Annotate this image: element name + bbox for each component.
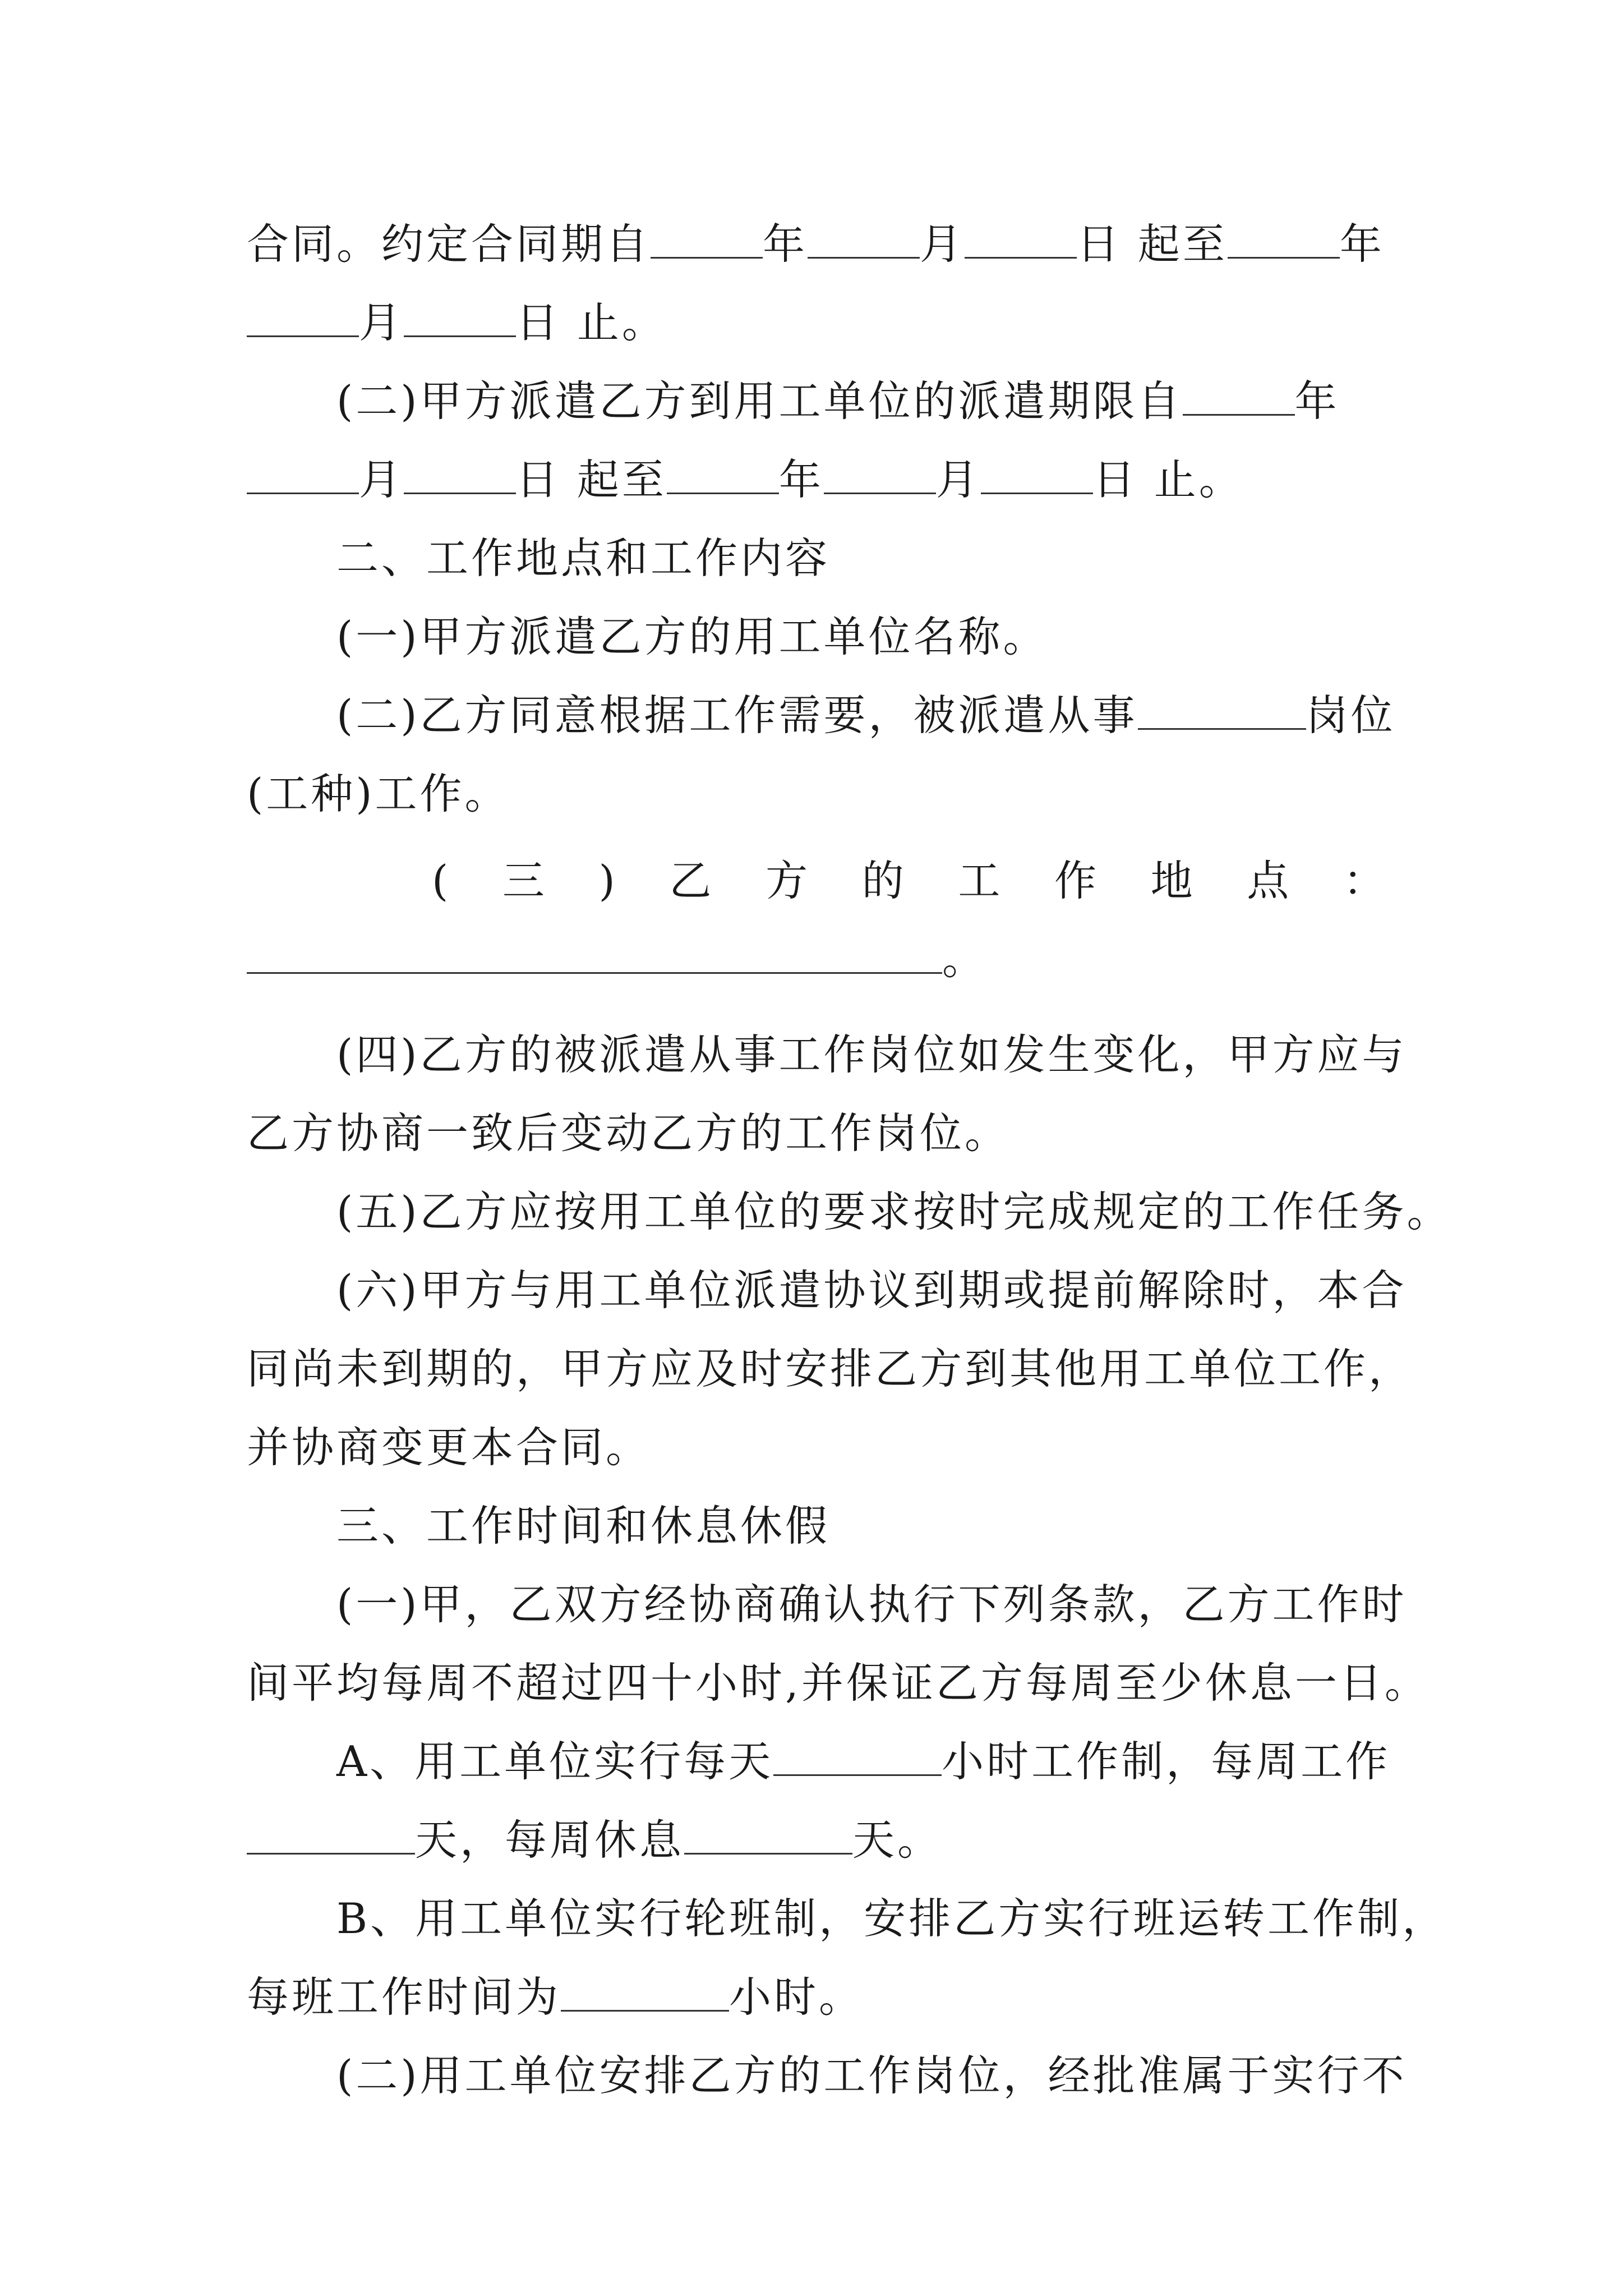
- text-line-7: [336, 676, 1396, 754]
- blank-field: [824, 453, 936, 494]
- text-line-16: 并协商变更本合同。: [247, 1423, 651, 1472]
- text-segment: 年: [763, 219, 808, 269]
- blank-field: [404, 296, 516, 337]
- blank-field: [651, 217, 763, 259]
- text-segment: 日 止。: [516, 298, 667, 347]
- text-line-4: [247, 440, 1385, 519]
- char: 方: [766, 856, 808, 905]
- blank-field: [965, 217, 1077, 259]
- blank-field: [404, 453, 516, 494]
- text-line-14: (六)甲方与用工单位派遣协议到期或提前解除时，本合: [336, 1266, 1407, 1315]
- text-segment: 年: [1294, 376, 1340, 426]
- blank-field: [808, 217, 920, 259]
- text-line-3: [336, 362, 1385, 440]
- text-line-8: (工种)工作。: [247, 769, 510, 818]
- blank-field: [247, 296, 359, 337]
- char: 乙: [669, 856, 712, 905]
- text-segment: 月: [935, 455, 981, 504]
- blank-field: [981, 453, 1093, 494]
- blank-field: [1228, 217, 1340, 259]
- text-segment: 年: [778, 455, 824, 504]
- blank-field: [247, 453, 359, 494]
- text-line-13: (五)乙方应按用工单位的要求按时完成规定的工作任务。: [336, 1187, 1452, 1236]
- text-line-22: B、用工单位实行轮班制，安排乙方实行班运转工作制，: [336, 1894, 1447, 1943]
- text-segment: (二)乙方同意根据工作需要，被派遣从事: [336, 691, 1138, 740]
- text-segment: A、用工单位实行每天: [336, 1737, 774, 1786]
- text-line-12: 乙方协商一致后变动乙方的工作岗位。: [247, 1108, 1010, 1158]
- text-segment: 小时。: [729, 1972, 864, 2022]
- text-line-2: [247, 283, 1385, 362]
- char: 地: [1150, 856, 1193, 905]
- text-line-9: [432, 841, 1385, 920]
- char: 的: [861, 856, 904, 905]
- text-line-24: (二)用工单位安排乙方的工作岗位，经批准属于实行不: [336, 2051, 1407, 2100]
- blank-field: [247, 932, 942, 974]
- section-heading-2: 二、工作地点和工作内容: [336, 533, 831, 583]
- char: ): [598, 856, 615, 905]
- text-segment: 岗位: [1306, 691, 1396, 740]
- char: 作: [1054, 856, 1096, 905]
- section-heading-3: 三、工作时间和休息休假: [336, 1501, 831, 1550]
- text-line-21: [247, 1801, 1385, 1879]
- blank-field: [667, 453, 779, 494]
- text-line-15: 同尚未到期的，甲方应及时安排乙方到其他用工单位工作，: [247, 1344, 1414, 1393]
- text-segment: 日 起至: [516, 455, 667, 504]
- blank-field: [1138, 688, 1306, 730]
- text-segment: 年: [1339, 219, 1385, 269]
- text-line-23: [247, 1958, 1385, 2036]
- text-segment: 天，每周休息: [415, 1815, 685, 1865]
- blank-field: [1183, 374, 1295, 416]
- blank-field: [684, 1813, 852, 1855]
- text-line-10: [247, 920, 1385, 999]
- text-segment: 日 止。: [1092, 455, 1244, 504]
- text-segment: (二)甲方派遣乙方到用工单位的派遣期限自: [336, 376, 1183, 426]
- text-segment: 月: [920, 219, 965, 269]
- char: ：: [1343, 856, 1385, 905]
- text-line-18: (一)甲，乙双方经协商确认执行下列条款，乙方工作时: [336, 1580, 1407, 1629]
- char: (: [432, 856, 449, 905]
- char: 点: [1247, 856, 1289, 905]
- text-line-6: (一)甲方派遣乙方的用工单位名称。: [336, 612, 1048, 661]
- text-segment: 日 起至: [1077, 219, 1228, 269]
- text-segment: 月: [359, 455, 404, 504]
- text-line-20: [336, 1722, 1391, 1801]
- text-segment: 。: [942, 935, 988, 984]
- text-line-19: 间平均每周不超过四十小时,并保证乙方每周至少休息一日。: [247, 1658, 1430, 1708]
- text-line-11: (四)乙方的被派遣从事工作岗位如发生变化，甲方应与: [336, 1030, 1407, 1079]
- text-line-1: [247, 205, 1385, 283]
- blank-field: [561, 1970, 729, 2012]
- blank-field: [247, 1813, 415, 1855]
- text-segment: 小时工作制，每周工作: [942, 1737, 1391, 1786]
- text-segment: 每班工作时间为: [247, 1972, 561, 2022]
- text-segment: 合同。约定合同期自: [247, 219, 651, 269]
- char: 三: [502, 856, 545, 905]
- text-segment: 月: [359, 298, 404, 347]
- blank-field: [773, 1734, 942, 1776]
- char: 工: [958, 856, 1000, 905]
- text-segment: 天。: [852, 1815, 943, 1865]
